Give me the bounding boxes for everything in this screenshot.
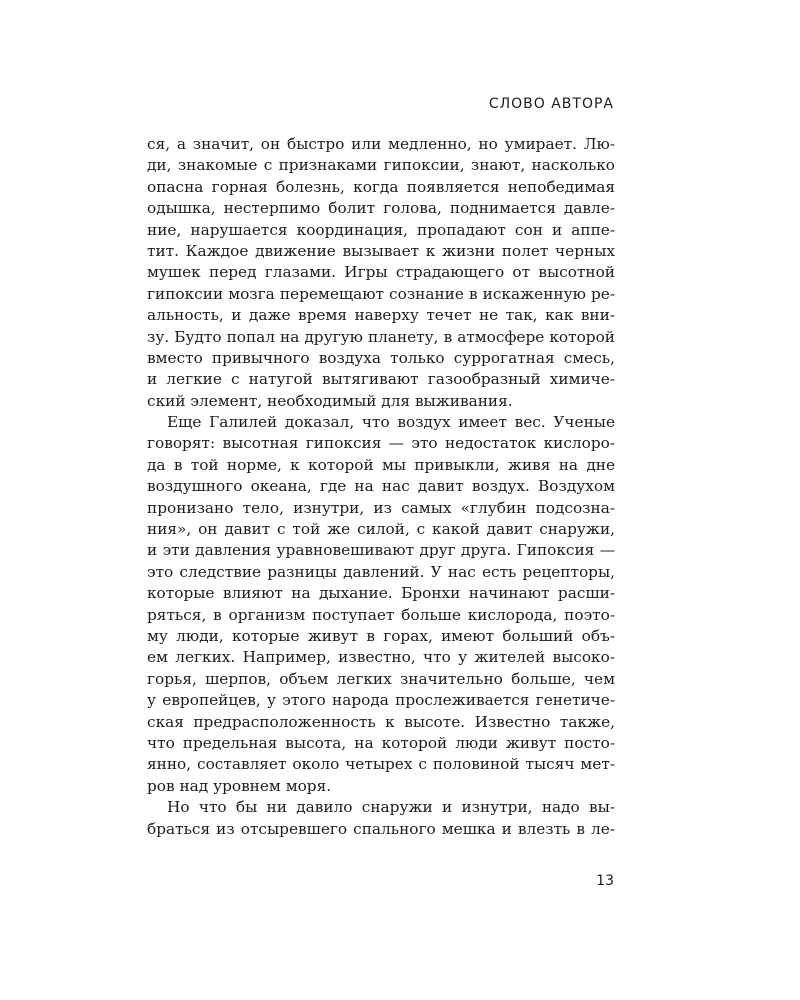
text-line: это следствие разницы давлений. У нас есть рецепторы, bbox=[147, 562, 615, 581]
text-line: ров над уровнем моря. bbox=[147, 776, 332, 795]
text-line: воздушного океана, где на нас давит воздух. Воздухом bbox=[147, 477, 615, 496]
text-line: горья, шерпов, объем легких значительно больше, чем bbox=[147, 669, 615, 688]
page-number: 13 bbox=[596, 873, 614, 889]
text-line: у европейцев, у этого народа прослеживается генетиче- bbox=[147, 691, 615, 710]
text-line: пронизано тело, изнутри, из самых «глубин подсозна- bbox=[147, 498, 615, 517]
text-line: зу. Будто попал на другую планету, в атмосфере которой bbox=[147, 327, 615, 346]
text-line: мушек перед глазами. Игры страдающего от высотной bbox=[147, 263, 615, 282]
text-line: что предельная высота, на которой люди живут посто- bbox=[147, 733, 615, 752]
text-line: ская предрасположенность к высоте. Известно также, bbox=[147, 712, 615, 731]
text-line: Еще Галилей доказал, что воздух имеет вес. Ученые bbox=[167, 413, 615, 432]
text-line: и легкие с натугой вытягивают газообразный химиче- bbox=[147, 370, 615, 389]
text-line: ния», он давит с той же силой, с какой давит снаружи, bbox=[147, 520, 615, 539]
text-line: одышка, нестерпимо болит голова, поднимается давле- bbox=[147, 199, 615, 218]
text-line: альность, и даже время наверху течет не так, как вни- bbox=[147, 306, 615, 325]
text-line: ем легких. Например, известно, что у жителей высоко- bbox=[147, 648, 615, 667]
running-head: СЛОВО АВТОРА bbox=[488, 96, 614, 112]
text-line: тит. Каждое движение вызывает к жизни полет черных bbox=[147, 241, 615, 260]
text-line: гипоксии мозга перемещают сознание в искаженную ре- bbox=[147, 284, 615, 303]
text-line: опасна горная болезнь, когда появляется непобедимая bbox=[147, 177, 615, 196]
text-line: янно, составляет около четырех с половиной тысяч мет- bbox=[147, 755, 615, 774]
text-line: и эти давления уравновешивают друг друга. Гипоксия — bbox=[147, 541, 615, 560]
text-line: ние, нарушается координация, пропадают сон и аппе- bbox=[147, 220, 615, 239]
text-line: которые влияют на дыхание. Бронхи начинают расши- bbox=[147, 584, 615, 603]
text-line: да в той норме, к которой мы привыкли, живя на дне bbox=[147, 455, 615, 474]
text-line: браться из отсыревшего спального мешка и влезть в ле- bbox=[147, 819, 615, 838]
body-text bbox=[147, 134, 615, 840]
text-line: ди, знакомые с признаками гипоксии, знают, насколько bbox=[147, 156, 615, 175]
text-line: Но что бы ни давило снаружи и изнутри, надо вы- bbox=[167, 798, 615, 817]
text-line: говорят: высотная гипоксия — это недостаток кислоро- bbox=[147, 434, 615, 453]
text-line: ряться, в организм поступает больше кислорода, поэто- bbox=[147, 605, 615, 624]
text-line: ся, а значит, он быстро или медленно, но умирает. Лю- bbox=[147, 135, 615, 153]
text-line: вместо привычного воздуха только суррогатная смесь, bbox=[147, 348, 615, 367]
text-line: ский элемент, необходимый для выживания. bbox=[147, 391, 513, 410]
text-line: му люди, которые живут в горах, имеют больший объ- bbox=[147, 626, 615, 645]
